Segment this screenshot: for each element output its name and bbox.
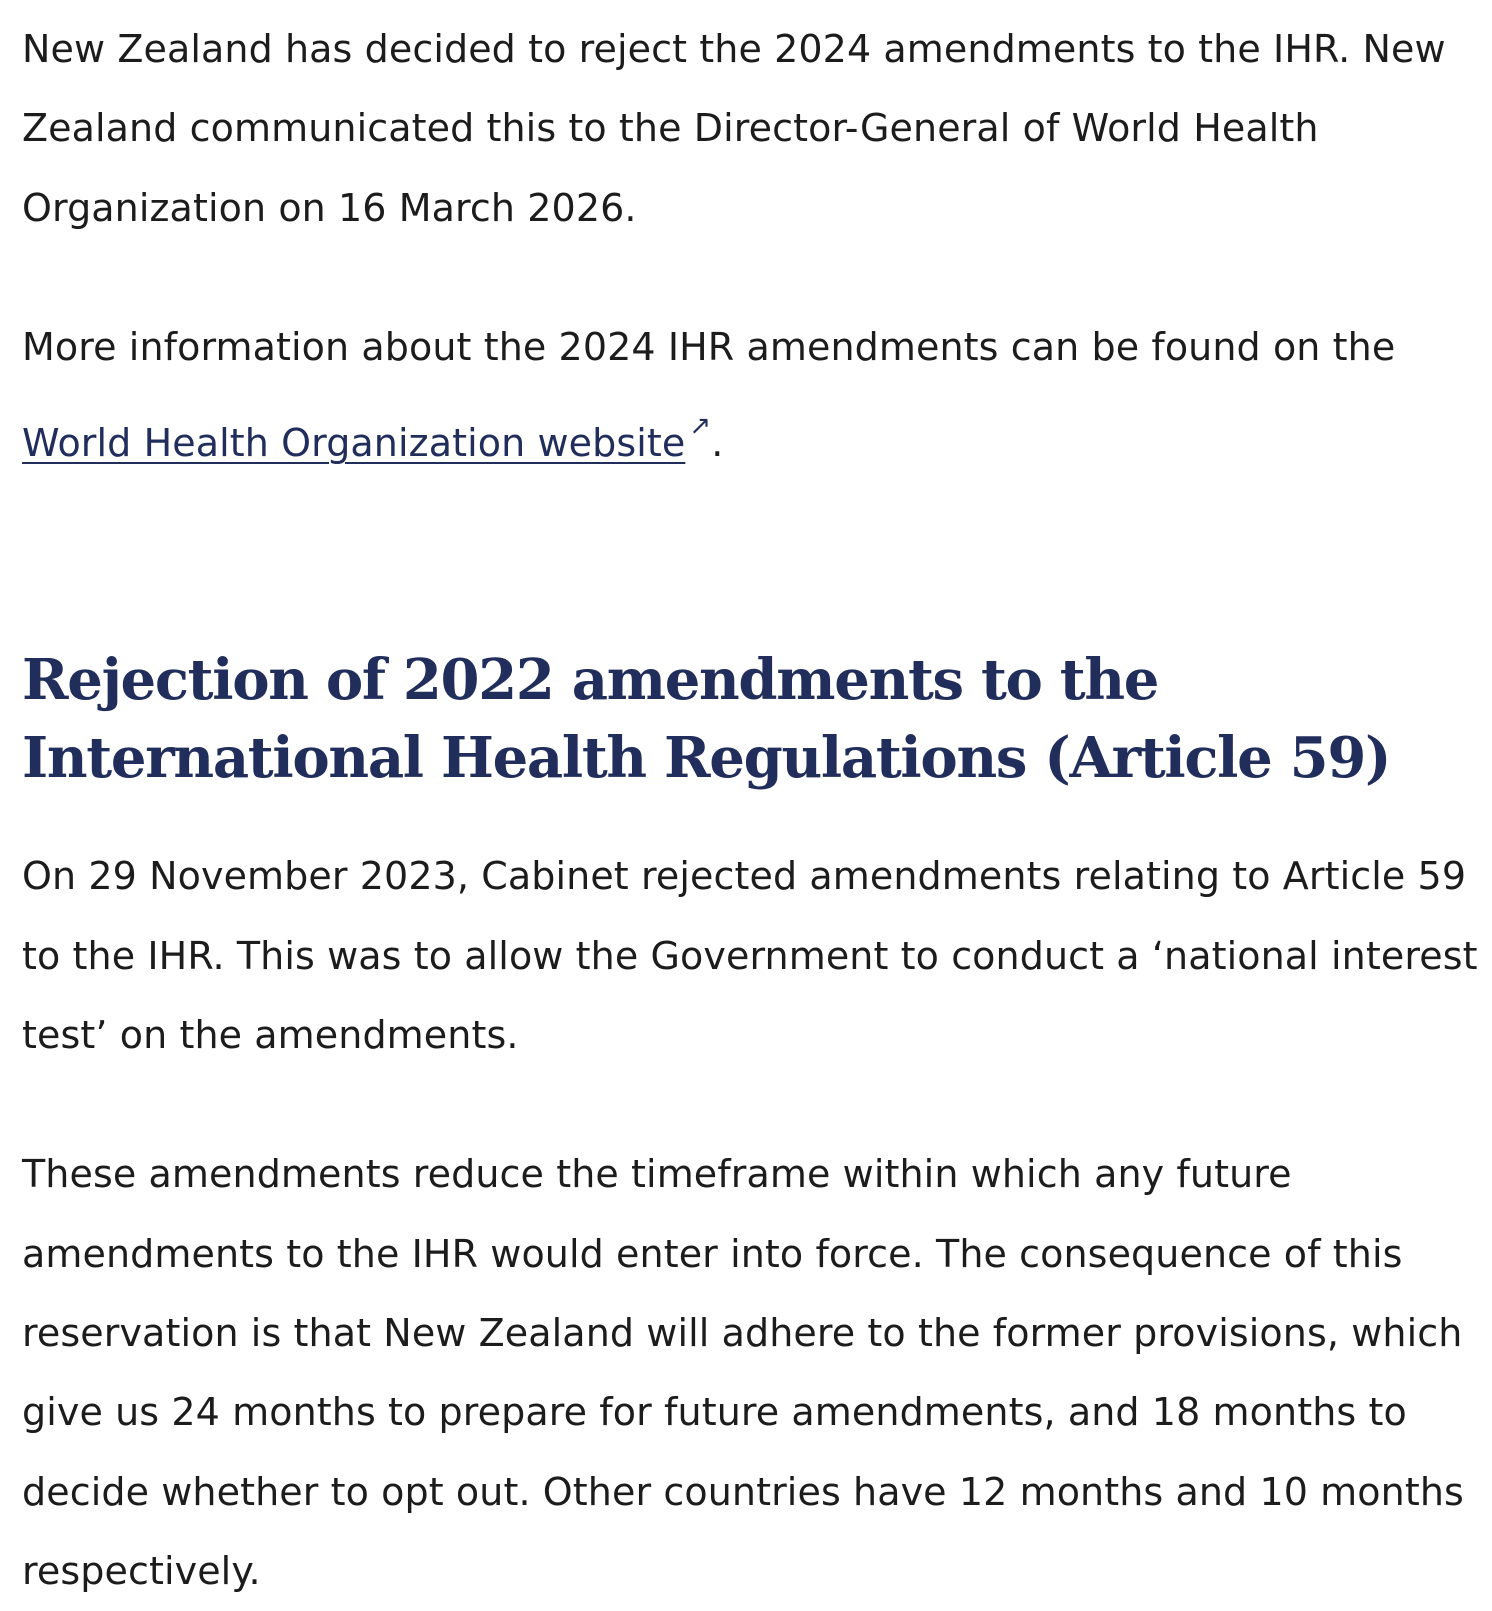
intro-paragraph-2-prefix: More information about the 2024 IHR amendments can be found on the xyxy=(22,324,1396,369)
section-paragraph-1: On 29 November 2023, Cabinet rejected amendments relating to Article 59 to the IHR. This was to allow the Government to conduct a ‘national interest test’ on the amendments. xyxy=(22,854,1478,1058)
article-content xyxy=(22,10,1482,1611)
section-heading xyxy=(22,641,1482,797)
external-link-icon: ↗ xyxy=(689,411,712,442)
section-heading-line-1: Rejection of 2022 amendments to the xyxy=(22,647,1159,714)
intro-paragraph-1: New Zealand has decided to reject the 2024 amendments to the IHR. New Zealand communicated this to the Director-General of World Health Organization on 16 March 2026. xyxy=(22,27,1446,230)
section-body xyxy=(22,837,1482,1611)
intro-paragraph-2-suffix: . xyxy=(711,421,724,466)
who-website-link[interactable]: World Health Organization website xyxy=(22,421,686,466)
section-paragraph-2: These amendments reduce the timeframe within which any future amendments to the IHR would enter into force. The consequence of this reservation is that New Zealand will adhere to the former provisions, which give us 24 months to prepare for future amendments, and 18 months to decide whether to opt out. Other countries have 12 months and 10 months respectively. xyxy=(22,1152,1464,1593)
section-heading-line-2: International Health Regulations (Article 59) xyxy=(22,725,1391,792)
intro-paragraph-2 xyxy=(22,308,1482,484)
